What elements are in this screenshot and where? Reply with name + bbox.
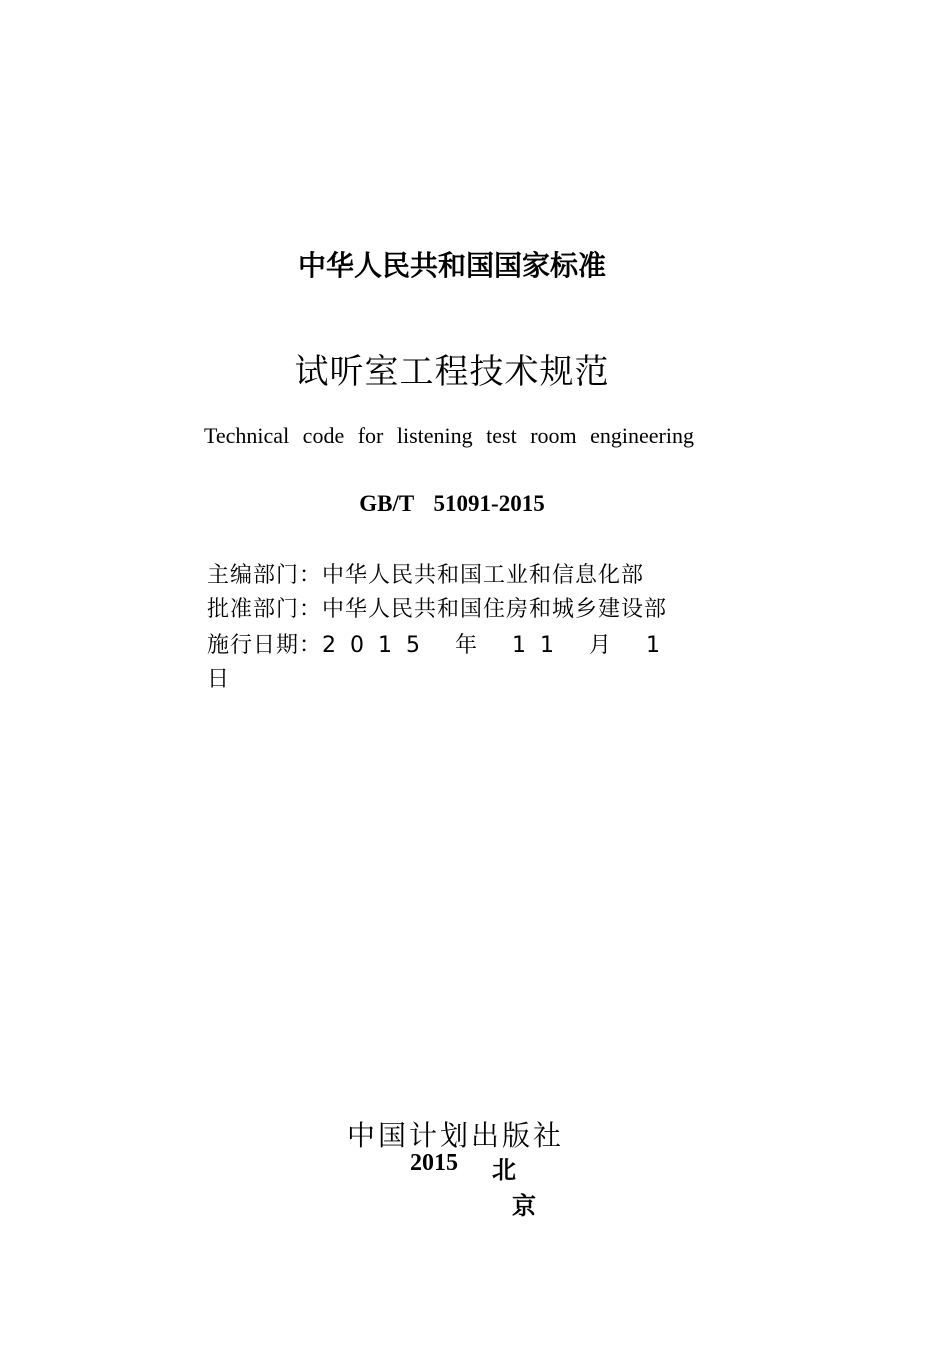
effective-date-line bbox=[207, 628, 674, 659]
approver-department-line: 批准部门：中华人民共和国住房和城乡建设部 bbox=[207, 597, 668, 622]
document-title-cn: 试听室工程技术规范 bbox=[294, 352, 610, 392]
effective-date-label: 施行日期： bbox=[207, 633, 323, 658]
document-title-en: Technical code for listening test room engineering bbox=[204, 423, 694, 448]
national-standard-heading: 中华人民共和国国家标准 bbox=[297, 249, 606, 282]
publication-year: 2015 bbox=[410, 1150, 458, 1176]
publisher-name: 中国计划出版社 bbox=[347, 1119, 565, 1152]
editor-department-line: 主编部门：中华人民共和国工业和信息化部 bbox=[207, 563, 645, 588]
effective-date-day-char: 日 bbox=[207, 667, 231, 692]
publication-city-char-1: 北 bbox=[492, 1156, 516, 1184]
publication-city-char-2: 京 bbox=[512, 1192, 536, 1220]
effective-date-value: 2015 年 11 月 1 bbox=[322, 633, 674, 658]
standard-code: GB/T 51091-2015 bbox=[359, 491, 545, 516]
